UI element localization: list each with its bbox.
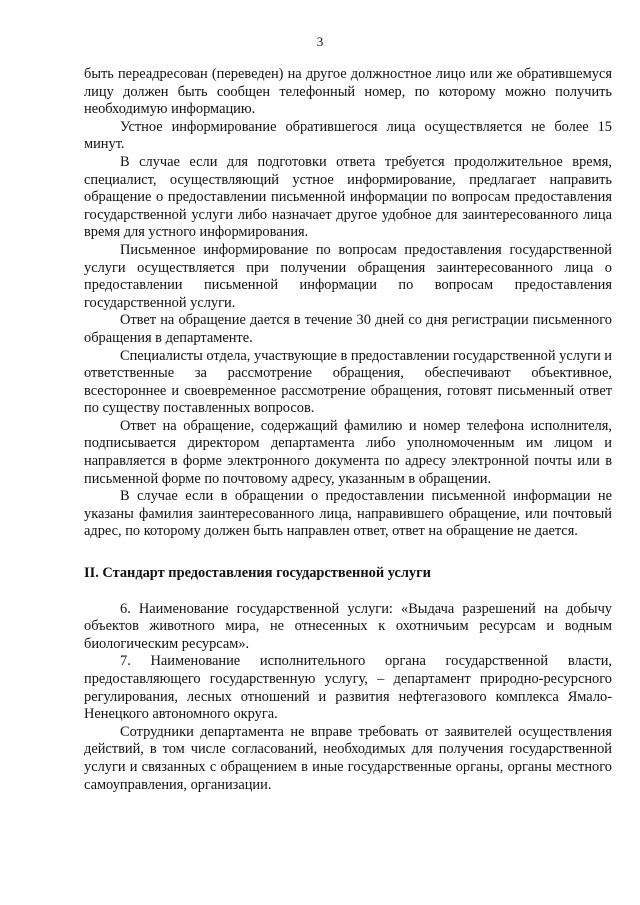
paragraph-long-answer: В случае если для подготовки ответа требуется продолжительное время, специалист, осуществляющий устное информирование, предлагает направить обращение о предоставлении письменной информации по вопросам предоставления государственной услуги либо назначает другое удобное для заинтересованного лица время для устного информирования. — [84, 153, 612, 241]
paragraph-specialists: Специалисты отдела, участвующие в предоставлении государственной услуги и ответственные за рассмотрение обращения, обеспечивают объективное, всестороннее и своевременное рассмотрение обращения, готовят письменный ответ по существу поставленных вопросов. — [84, 347, 613, 417]
paragraph-answer-signing: Ответ на обращение, содержащий фамилию и номер телефона исполнителя, подписывается директором департамента либо уполномоченным им лицом и направляется в форме электронного документа по адресу электронной почты или в письменной форме по почтовому адресу, указанным в обращении. — [84, 417, 612, 487]
paragraph-item-7: 7. Наименование исполнительного органа государственной власти, предоставляющего государственную услугу, – департамент природно-ресурсного регулирования, лесных отношений и развития нефтегазового комплекса Ямало-Ненецкого автономного округа. — [84, 653, 612, 723]
paragraph-answer-term: Ответ на обращение дается в течение 30 дней со дня регистрации письменного обращения в департаменте. — [84, 312, 612, 346]
paragraph-written-info: Письменное информирование по вопросам предоставления государственной услуги осуществляется при получении обращения заинтересованного лица о предоставлении письменной информации по вопросам предоставления государственной услуги. — [84, 241, 612, 311]
paragraph-oral-duration: Устное информирование обратившегося лица осуществляется не более 15 минут. — [84, 118, 612, 153]
paragraph-staff-restrictions: Сотрудники департамента не вправе требовать от заявителей осуществления действий, в том числе согласований, необходимых для получения государственной услуги и связанных с обращением в иные государственные органы, органы местного самоуправления, организации. — [84, 723, 612, 793]
document-body — [84, 66, 612, 794]
paragraph-no-answer: В случае если в обращении о предоставлении письменной информации не указаны фамилия заинтересованного лица, направившего обращение, или почтовый адрес, по которому должен быть направлен ответ, ответ на обращение не дается. — [84, 488, 612, 540]
paragraph-redirect: быть переадресован (переведен) на другое должностное лицо или же обратившемуся лицу должен быть сообщен телефонный номер, по которому можно получить необходимую информацию. — [84, 66, 612, 118]
page-number: 3 — [316, 34, 324, 49]
paragraph-item-6: 6. Наименование государственной услуги: «Выдача разрешений на добычу объектов животного мира, не отнесенных к охотничьим ресурсам и водным биологическим ресурсам». — [84, 600, 612, 652]
section-heading: II. Стандарт предоставления государственной услуги — [84, 565, 431, 582]
